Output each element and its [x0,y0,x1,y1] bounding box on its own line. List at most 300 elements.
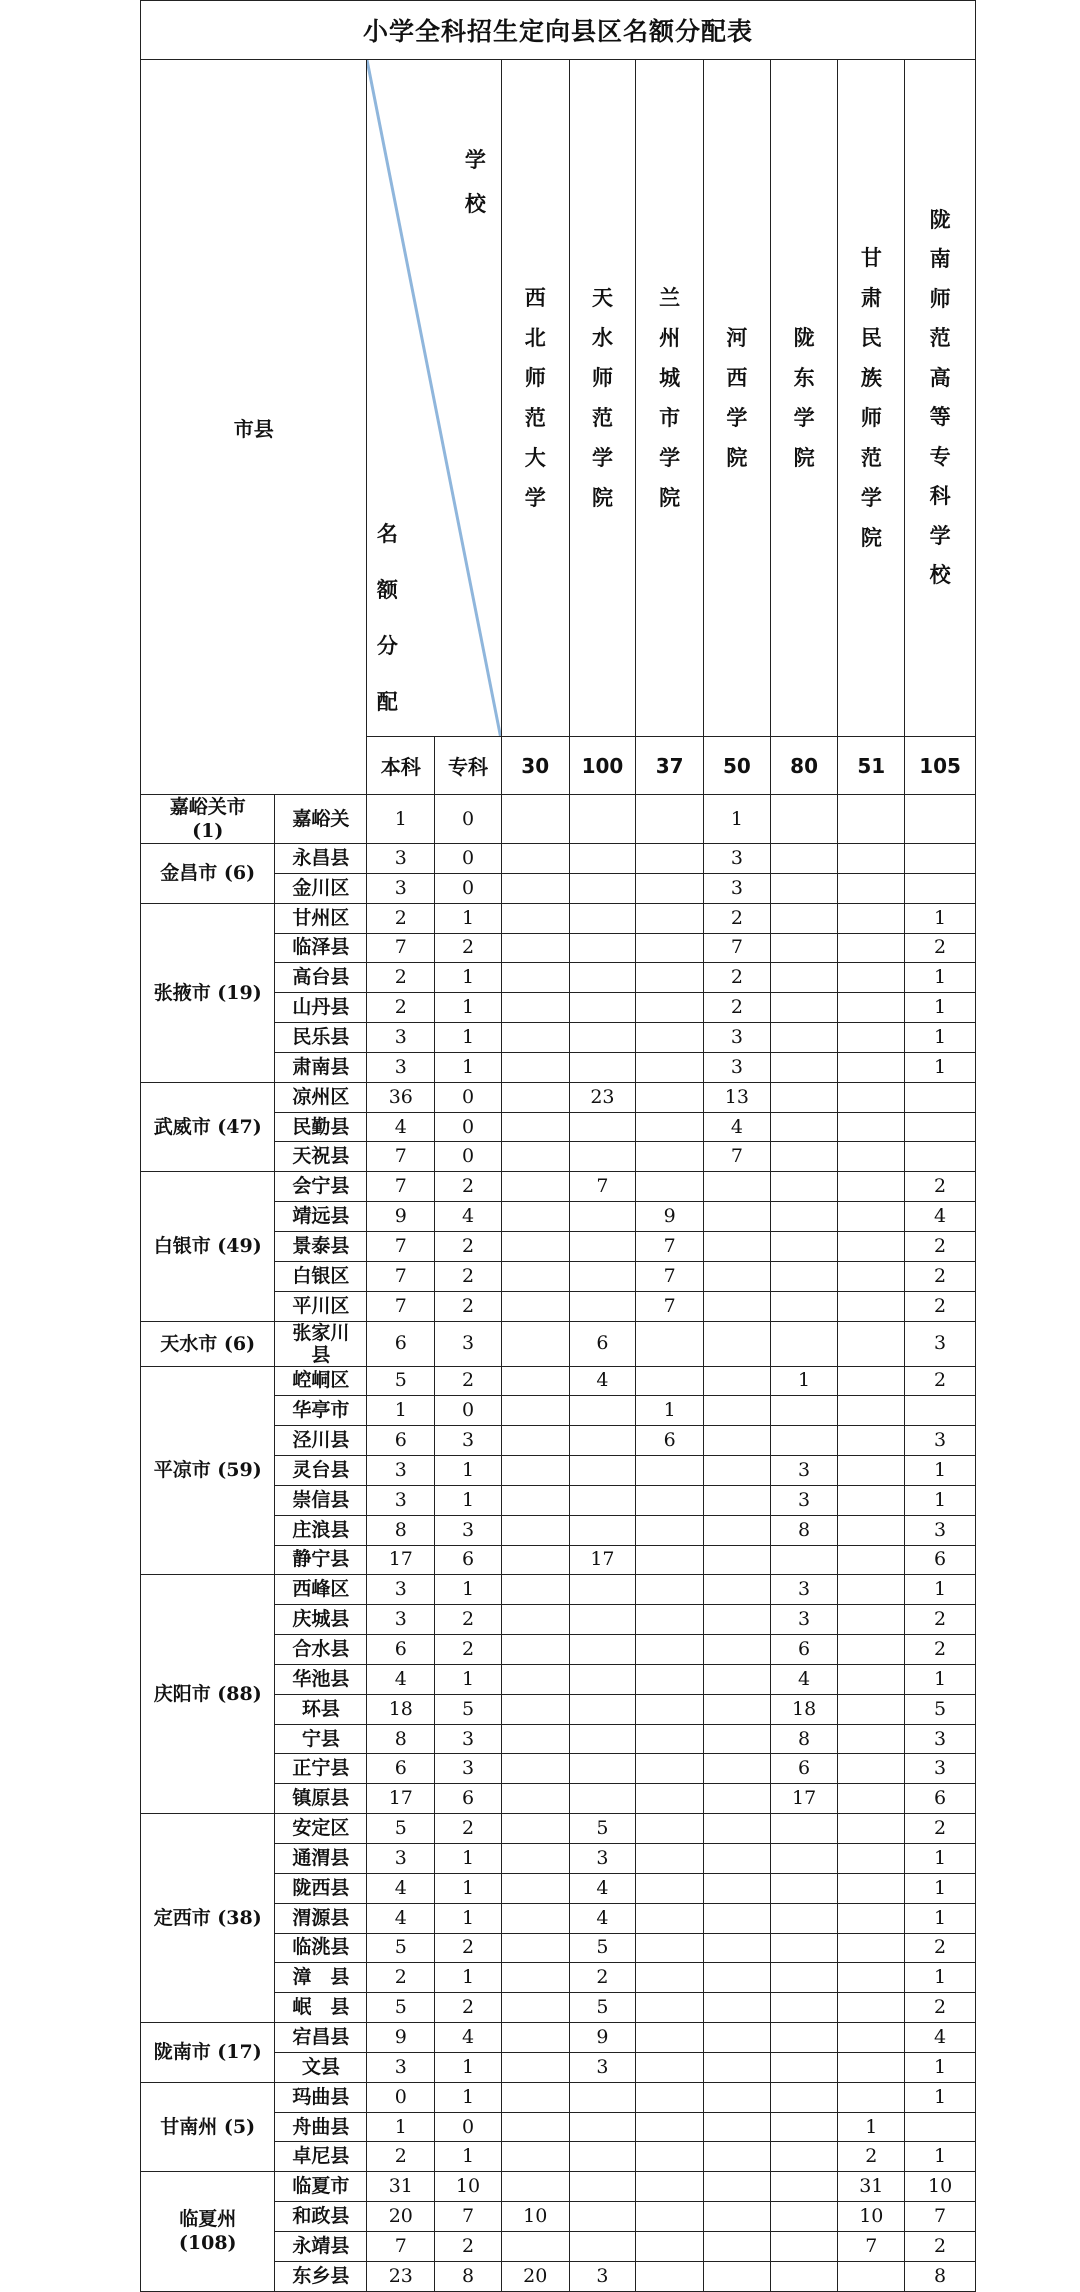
value-cell [636,1784,704,1814]
value-cell [501,1664,569,1694]
value-cell: 2 [905,933,976,963]
value-cell [704,1485,771,1515]
city-cell: 平凉市 (59) [141,1366,275,1575]
value-cell [501,1485,569,1515]
value-cell: 2 [905,1172,976,1202]
value-cell [569,1754,636,1784]
county-cell: 临夏市 [275,2172,367,2202]
value-cell [770,933,838,963]
value-cell: 0 [435,1142,502,1172]
county-cell: 和政县 [275,2202,367,2232]
value-cell: 3 [905,1321,976,1366]
value-cell [501,1933,569,1963]
value-cell [838,1754,905,1784]
county-cell: 合水县 [275,1635,367,1665]
table-row [141,1172,976,1202]
value-cell [569,1231,636,1261]
value-cell: 2 [905,1261,976,1291]
value-cell: 3 [367,2052,435,2082]
value-cell: 1 [905,1844,976,1874]
city-cell: 张掖市 (19) [141,903,275,1082]
value-cell [569,2172,636,2202]
value-cell [501,2231,569,2261]
value-cell [770,844,838,874]
value-cell: 0 [367,2082,435,2112]
value-cell: 17 [569,1545,636,1575]
value-cell: 1 [905,1873,976,1903]
value-cell: 3 [435,1321,502,1366]
value-cell: 9 [367,2023,435,2053]
value-cell [704,1321,771,1366]
value-cell: 2 [905,1933,976,1963]
value-cell: 3 [367,1844,435,1874]
value-cell [704,1993,771,2023]
value-cell: 2 [905,1814,976,1844]
value-cell: 2 [367,1963,435,1993]
table-row [141,844,976,874]
value-cell [905,1396,976,1426]
value-cell [704,2261,771,2291]
value-cell: 5 [435,1694,502,1724]
school-header [770,60,838,737]
county-cell: 天祝县 [275,1142,367,1172]
value-cell: 3 [770,1605,838,1635]
value-cell [569,993,636,1023]
value-cell: 3 [367,873,435,903]
county-cell: 宁县 [275,1724,367,1754]
value-cell [636,1963,704,1993]
value-cell: 1 [435,1963,502,1993]
value-cell [838,1575,905,1605]
value-cell: 1 [367,795,435,844]
value-cell [569,1485,636,1515]
value-cell [704,1366,771,1396]
value-cell [704,1844,771,1874]
value-cell: 4 [569,1366,636,1396]
value-cell: 3 [569,2052,636,2082]
value-cell [636,2172,704,2202]
value-cell [704,2172,771,2202]
value-cell [704,1694,771,1724]
county-cell: 永靖县 [275,2231,367,2261]
value-cell: 2 [435,1635,502,1665]
value-cell: 1 [636,1396,704,1426]
diag-school-label: 学 校 [464,148,486,216]
value-cell [770,1321,838,1366]
value-cell [838,1515,905,1545]
value-cell: 7 [367,2231,435,2261]
value-cell [501,1172,569,1202]
value-cell: 2 [905,1291,976,1321]
county-cell: 安定区 [275,1814,367,1844]
school-quota: 105 [905,737,976,795]
value-cell: 10 [501,2202,569,2232]
value-cell: 6 [770,1635,838,1665]
value-cell [838,1545,905,1575]
table-row [141,903,976,933]
value-cell [838,1963,905,1993]
value-cell: 2 [435,2231,502,2261]
value-cell: 17 [367,1784,435,1814]
value-cell [636,1903,704,1933]
value-cell: 3 [367,1575,435,1605]
value-cell: 1 [905,903,976,933]
value-cell: 3 [367,1052,435,1082]
county-cell: 民勤县 [275,1112,367,1142]
value-cell [501,1366,569,1396]
value-cell: 1 [905,1023,976,1053]
school-header [636,60,704,737]
value-cell [704,1873,771,1903]
value-cell [636,1545,704,1575]
value-cell [636,963,704,993]
value-cell: 4 [435,1202,502,1232]
city-cell: 临夏州 (108) [141,2172,275,2291]
value-cell [501,1321,569,1366]
value-cell: 1 [435,1664,502,1694]
value-cell: 3 [704,1023,771,1053]
value-cell: 7 [367,1291,435,1321]
value-cell: 5 [367,1366,435,1396]
value-cell [501,933,569,963]
value-cell [569,1261,636,1291]
table-row [141,1366,976,1396]
value-cell [636,1605,704,1635]
school-header [501,60,569,737]
value-cell: 1 [838,2112,905,2142]
value-cell: 1 [435,2052,502,2082]
value-cell: 2 [435,1172,502,1202]
value-cell: 7 [636,1291,704,1321]
value-cell [569,1052,636,1082]
value-cell [838,1933,905,1963]
value-cell [636,933,704,963]
value-cell [569,844,636,874]
value-cell: 2 [435,1605,502,1635]
value-cell [501,1575,569,1605]
value-cell: 3 [435,1515,502,1545]
value-cell: 3 [367,844,435,874]
value-cell: 2 [367,2142,435,2172]
value-cell [704,1664,771,1694]
value-cell: 6 [770,1754,838,1784]
value-cell [838,1903,905,1933]
county-cell: 靖远县 [275,1202,367,1232]
value-cell: 2 [905,1605,976,1635]
value-cell [838,963,905,993]
value-cell [770,2023,838,2053]
value-cell: 2 [367,993,435,1023]
value-cell [838,1844,905,1874]
county-cell: 华池县 [275,1664,367,1694]
city-cell: 甘南州 (5) [141,2082,275,2172]
value-cell: 5 [905,1694,976,1724]
value-cell: 3 [704,844,771,874]
school-header [905,60,976,737]
value-cell [636,873,704,903]
value-cell [569,2112,636,2142]
value-cell: 4 [569,1903,636,1933]
value-cell [838,1426,905,1456]
value-cell [501,1426,569,1456]
city-cell: 武威市 (47) [141,1082,275,1172]
value-cell: 6 [636,1426,704,1456]
city-cell: 白银市 (49) [141,1172,275,1321]
value-cell [636,2023,704,2053]
value-cell [501,844,569,874]
value-cell: 20 [501,2261,569,2291]
value-cell [501,1993,569,2023]
value-cell [704,1575,771,1605]
value-cell [704,2052,771,2082]
value-cell [501,1396,569,1426]
value-cell [636,903,704,933]
county-cell: 金川区 [275,873,367,903]
value-cell: 2 [435,1366,502,1396]
value-cell [569,2142,636,2172]
value-cell [569,1724,636,1754]
value-cell [501,1545,569,1575]
value-cell: 5 [367,1993,435,2023]
value-cell: 4 [569,1873,636,1903]
county-cell: 张家川县 [275,1321,367,1366]
value-cell [636,1933,704,1963]
school-quota: 37 [636,737,704,795]
value-cell [838,1202,905,1232]
value-cell [636,2261,704,2291]
value-cell: 2 [569,1963,636,1993]
value-cell [704,1261,771,1291]
value-cell [501,1724,569,1754]
value-cell [636,1993,704,2023]
value-cell: 7 [367,1172,435,1202]
value-cell: 5 [569,1933,636,1963]
value-cell: 5 [569,1814,636,1844]
school-name: 兰 州 城 市 学 院 [659,286,681,510]
value-cell [501,993,569,1023]
value-cell: 4 [367,1903,435,1933]
value-cell [636,1112,704,1142]
county-cell: 通渭县 [275,1844,367,1874]
value-cell: 7 [704,1142,771,1172]
value-cell [905,2112,976,2142]
value-cell: 3 [367,1605,435,1635]
value-cell [770,1814,838,1844]
value-cell: 5 [569,1993,636,2023]
city-cell: 嘉峪关市 (1) [141,795,275,844]
value-cell [569,1515,636,1545]
county-cell: 镇原县 [275,1784,367,1814]
value-cell: 8 [770,1724,838,1754]
value-cell: 8 [770,1515,838,1545]
county-cell: 玛曲县 [275,2082,367,2112]
value-cell: 2 [435,1231,502,1261]
value-cell [569,1202,636,1232]
value-cell: 8 [905,2261,976,2291]
school-name: 陇 东 学 院 [793,326,815,470]
value-cell [636,1515,704,1545]
value-cell [636,1172,704,1202]
value-cell: 4 [367,1112,435,1142]
value-cell [704,1545,771,1575]
value-cell [569,1635,636,1665]
value-cell: 2 [435,933,502,963]
value-cell [704,1515,771,1545]
value-cell [501,1814,569,1844]
value-cell: 2 [905,2231,976,2261]
county-cell: 甘州区 [275,903,367,933]
county-cell: 白银区 [275,1261,367,1291]
value-cell [569,1694,636,1724]
value-cell: 0 [435,1396,502,1426]
value-cell [501,1142,569,1172]
value-cell [501,2023,569,2053]
value-cell [770,993,838,1023]
table-row [141,795,976,844]
value-cell [569,1664,636,1694]
value-cell [636,1754,704,1784]
value-cell [501,1963,569,1993]
value-cell: 7 [636,1261,704,1291]
value-cell: 0 [435,795,502,844]
value-cell: 1 [905,2052,976,2082]
value-cell [569,2082,636,2112]
value-cell: 3 [905,1754,976,1784]
value-cell [770,2172,838,2202]
value-cell: 4 [704,1112,771,1142]
value-cell: 31 [367,2172,435,2202]
value-cell [704,1814,771,1844]
value-cell [636,1873,704,1903]
value-cell: 10 [838,2202,905,2232]
value-cell [636,2082,704,2112]
value-cell: 3 [704,1052,771,1082]
value-cell: 1 [905,1575,976,1605]
value-cell [501,1515,569,1545]
value-cell [770,1023,838,1053]
value-cell [770,1052,838,1082]
value-cell: 7 [367,1231,435,1261]
value-cell [770,1172,838,1202]
value-cell [770,795,838,844]
value-cell: 6 [905,1784,976,1814]
value-cell [501,1844,569,1874]
value-cell: 2 [905,1635,976,1665]
value-cell [838,1635,905,1665]
value-cell [770,1396,838,1426]
county-cell: 庄浪县 [275,1515,367,1545]
value-cell [501,873,569,903]
value-cell [569,1142,636,1172]
value-cell: 1 [770,1366,838,1396]
county-cell: 泾川县 [275,1426,367,1456]
value-cell: 4 [435,2023,502,2053]
value-cell: 6 [367,1635,435,1665]
value-cell [636,1814,704,1844]
school-quota: 50 [704,737,771,795]
value-cell: 3 [905,1515,976,1545]
table-row [141,1321,976,1366]
value-cell: 1 [435,1873,502,1903]
value-cell: 1 [905,1963,976,1993]
value-cell [905,795,976,844]
value-cell [636,1082,704,1112]
value-cell: 18 [770,1694,838,1724]
value-cell: 6 [435,1784,502,1814]
value-cell [770,2142,838,2172]
value-cell [636,1664,704,1694]
value-cell: 1 [704,795,771,844]
county-cell: 民乐县 [275,1023,367,1053]
county-cell: 凉州区 [275,1082,367,1112]
county-cell: 临泽县 [275,933,367,963]
school-quota: 100 [569,737,636,795]
value-cell [704,1172,771,1202]
value-cell [636,1635,704,1665]
value-cell: 3 [905,1724,976,1754]
value-cell [770,2231,838,2261]
county-cell: 陇西县 [275,1873,367,1903]
value-cell [569,1575,636,1605]
value-cell: 1 [435,1023,502,1053]
value-cell: 4 [905,1202,976,1232]
value-cell: 17 [770,1784,838,1814]
county-cell: 舟曲县 [275,2112,367,2142]
value-cell [501,2082,569,2112]
value-cell [704,1426,771,1456]
school-name: 天 水 师 范 学 院 [591,286,613,510]
value-cell: 6 [435,1545,502,1575]
value-cell [636,1724,704,1754]
value-cell [838,1291,905,1321]
value-cell: 36 [367,1082,435,1112]
value-cell [569,1456,636,1486]
value-cell: 0 [435,2112,502,2142]
value-cell [501,2142,569,2172]
value-cell [501,1635,569,1665]
value-cell [636,1023,704,1053]
value-cell: 1 [435,993,502,1023]
value-cell: 8 [367,1724,435,1754]
value-cell [636,1456,704,1486]
value-cell [704,2023,771,2053]
table-row [141,1814,976,1844]
value-cell: 2 [905,1993,976,2023]
value-cell: 0 [435,1082,502,1112]
value-cell: 2 [704,993,771,1023]
county-cell: 平川区 [275,1291,367,1321]
value-cell [501,2112,569,2142]
value-cell [838,1694,905,1724]
value-cell: 1 [905,2142,976,2172]
value-cell [636,1321,704,1366]
value-cell [704,1396,771,1426]
value-cell [501,2172,569,2202]
value-cell: 2 [704,963,771,993]
county-cell: 漳 县 [275,1963,367,1993]
value-cell [636,1142,704,1172]
value-cell [636,1052,704,1082]
school-quota: 30 [501,737,569,795]
value-cell: 2 [838,2142,905,2172]
value-cell: 1 [435,1903,502,1933]
value-cell: 7 [569,1172,636,1202]
value-cell [636,1844,704,1874]
value-cell: 2 [435,1933,502,1963]
value-cell: 0 [435,1112,502,1142]
county-cell: 山丹县 [275,993,367,1023]
value-cell: 1 [435,963,502,993]
